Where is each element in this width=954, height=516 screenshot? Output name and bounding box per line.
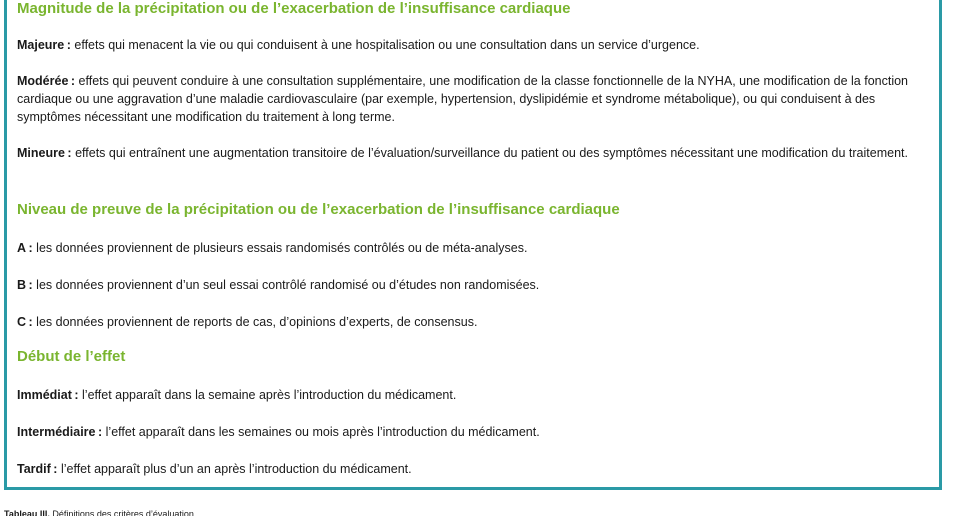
caption-text: Définitions des critères d’évaluation. — [49, 509, 197, 516]
definition-text: l’effet apparaît plus d’un an après l’introduction du médicament. — [57, 462, 412, 476]
definition-item — [17, 239, 929, 257]
definition-text: effets qui entraînent une augmentation transitoire de l’évaluation/surveillance du patient ou des symptômes nécessitant une modification du traitement. — [71, 146, 908, 160]
definition-term: Modérée : — [17, 74, 76, 88]
section-evidence-level — [17, 201, 929, 331]
definition-term: Immédiat : — [17, 388, 79, 402]
section-heading: Magnitude de la précipitation ou de l’exacerbation de l’insuffisance cardiaque — [17, 0, 571, 17]
definition-item — [17, 460, 929, 478]
definition-text: les données proviennent d’un seul essai contrôlé randomisé ou d’études non randomisées. — [32, 278, 540, 292]
definition-item — [17, 386, 929, 404]
definition-item — [17, 144, 929, 162]
definition-term: C : — [17, 315, 33, 329]
definition-item — [17, 313, 929, 331]
definition-text: effets qui peuvent conduire à une consultation supplémentaire, une modification de la classe fonctionnelle de la NYHA, une modification de la fonction cardiaque ou une aggravation d’une maladie cardiovasculaire (par exemple, hypertension, dyslipidémie et syndrome métabolique), ou qui conduisent à des symptômes nécessitant une modification du traitement à long terme. — [17, 74, 909, 124]
definitions-box — [4, 0, 942, 490]
section-heading: Niveau de preuve de la précipitation ou de l’exacerbation de l’insuffisance cardiaque — [17, 201, 620, 218]
section-magnitude — [17, 0, 929, 162]
definition-item — [17, 423, 929, 441]
section-onset — [17, 348, 929, 478]
definition-term: Intermédiaire : — [17, 425, 103, 439]
definition-text: l’effet apparaît dans la semaine après l’introduction du médicament. — [78, 388, 457, 402]
definition-item — [17, 276, 929, 294]
caption-label: Tableau III. — [4, 509, 50, 516]
definition-text: l’effet apparaît dans les semaines ou mois après l’introduction du médicament. — [102, 425, 540, 439]
definition-term: A : — [17, 241, 33, 255]
definition-term: B : — [17, 278, 33, 292]
definition-item — [17, 36, 929, 54]
definition-text: effets qui menacent la vie ou qui conduisent à une hospitalisation ou une consultation dans un service d’urgence. — [70, 38, 700, 52]
definition-term: Mineure : — [17, 146, 72, 160]
definition-term: Tardif : — [17, 462, 58, 476]
definition-term: Majeure : — [17, 38, 71, 52]
definition-text: les données proviennent de plusieurs essais randomisés contrôlés ou de méta-analyses. — [32, 241, 528, 255]
definition-text: les données proviennent de reports de cas, d’opinions d’experts, de consensus. — [32, 315, 478, 329]
definition-item — [17, 72, 929, 126]
section-heading: Début de l’effet — [17, 348, 126, 365]
table-caption — [4, 508, 196, 516]
